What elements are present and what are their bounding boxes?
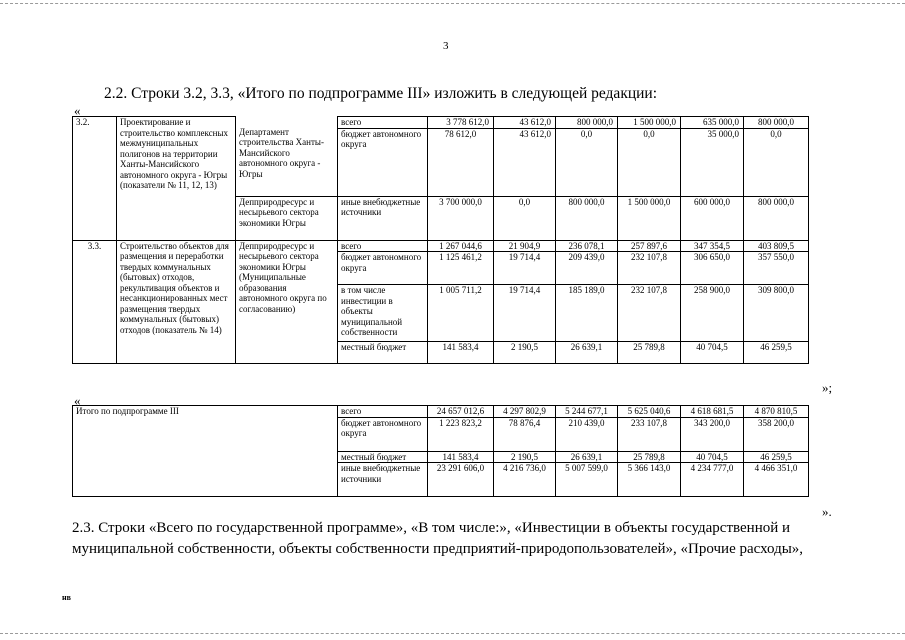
- value-cell: 403 809,5: [744, 240, 809, 252]
- value-cell: 0,0: [744, 128, 809, 196]
- table-row: [73, 406, 809, 418]
- value-cell: 185 189,0: [556, 285, 618, 342]
- value-cell: 23 291 606,0: [428, 463, 494, 497]
- source-cell: всего: [338, 240, 428, 252]
- closing-quote-1: »;: [822, 380, 833, 395]
- value-cell: 3 778 612,0: [428, 117, 494, 129]
- page-number: 3: [443, 40, 449, 52]
- value-cell: 26 639,1: [556, 451, 618, 463]
- value-cell: 1 223 823,2: [428, 417, 494, 451]
- source-cell: иные внебюджетные источники: [338, 196, 428, 240]
- value-cell: 21 904,9: [494, 240, 556, 252]
- source-cell: всего: [338, 406, 428, 418]
- value-cell: 78 876,4: [494, 417, 556, 451]
- value-cell: 4 870 810,5: [744, 406, 809, 418]
- value-cell: 26 639,1: [556, 342, 618, 364]
- source-cell: местный бюджет: [338, 342, 428, 364]
- value-cell: 4 297 802,9: [494, 406, 556, 418]
- section-heading: 2.2. Строки 3.2, 3.3, «Итого по подпрограмме III» изложить в следующей редакции:: [104, 85, 658, 102]
- value-cell: 232 107,8: [618, 285, 681, 342]
- value-cell: 0,0: [494, 196, 556, 240]
- value-cell: 43 612,0: [494, 128, 556, 196]
- value-cell: 233 107,8: [618, 417, 681, 451]
- value-cell: 46 259,5: [744, 342, 809, 364]
- program-table: [72, 116, 809, 364]
- value-cell: 4 234 777,0: [681, 463, 744, 497]
- value-cell: 800 000,0: [744, 117, 809, 129]
- row-name: Строительство объектов для размещения и переработки твердых коммунальных (бытовых) отходов, рекультивация объектов и несанкционированных мест размещения твердых коммунальных (бытовых) отходов (показатель № 14): [117, 240, 236, 364]
- value-cell: 25 789,8: [618, 451, 681, 463]
- value-cell: 1 267 044,6: [428, 240, 494, 252]
- value-cell: 209 439,0: [556, 252, 618, 285]
- value-cell: 4 618 681,5: [681, 406, 744, 418]
- value-cell: 24 657 012,6: [428, 406, 494, 418]
- value-cell: 347 354,5: [681, 240, 744, 252]
- footer-mark: нв: [62, 593, 71, 602]
- value-cell: 800 000,0: [744, 196, 809, 240]
- value-cell: 3 700 000,0: [428, 196, 494, 240]
- opening-quote-1: «: [74, 103, 81, 118]
- source-cell: в том числе инвестиции в объекты муниципальной собственности: [338, 285, 428, 342]
- executor-cell: Департамент строительства Ханты-Мансийского автономного округа - Югры: [236, 117, 338, 197]
- row-name: Проектирование и строительство комплексных межмуниципальных полигонов на территории Ханты-Мансийского автономного округа - Югры (показатели № 11, 12, 13): [117, 117, 236, 241]
- value-cell: 141 583,4: [428, 451, 494, 463]
- total-table: [72, 405, 809, 497]
- paragraph-line-1: 2.3. Строки «Всего по государственной программе», «В том числе:», «Инвестиции в объекты государственной и: [72, 520, 791, 536]
- source-cell: бюджет автономного округа: [338, 252, 428, 285]
- source-cell: иные внебюджетные источники: [338, 463, 428, 497]
- closing-quote-2: ».: [822, 504, 832, 519]
- source-cell: всего: [338, 117, 428, 129]
- value-cell: 800 000,0: [556, 196, 618, 240]
- row-number: 3.2.: [73, 117, 117, 241]
- source-cell: бюджет автономного округа: [338, 417, 428, 451]
- value-cell: 257 897,6: [618, 240, 681, 252]
- value-cell: 309 800,0: [744, 285, 809, 342]
- value-cell: 0,0: [556, 128, 618, 196]
- table-row: [73, 117, 809, 129]
- value-cell: 35 000,0: [681, 128, 744, 196]
- table-row: [73, 240, 809, 252]
- value-cell: 78 612,0: [428, 128, 494, 196]
- value-cell: 25 789,8: [618, 342, 681, 364]
- executor-cell: Депприродресурс и несырьевого сектора экономики Югры (Муниципальные образования автономного округа по согласованию): [236, 240, 338, 364]
- value-cell: 1 005 711,2: [428, 285, 494, 342]
- value-cell: 141 583,4: [428, 342, 494, 364]
- value-cell: 343 200,0: [681, 417, 744, 451]
- value-cell: 1 500 000,0: [618, 196, 681, 240]
- value-cell: 2 190,5: [494, 451, 556, 463]
- value-cell: 357 550,0: [744, 252, 809, 285]
- value-cell: 0,0: [618, 128, 681, 196]
- value-cell: 236 078,1: [556, 240, 618, 252]
- value-cell: 43 612,0: [494, 117, 556, 129]
- value-cell: 19 714,4: [494, 285, 556, 342]
- value-cell: 258 900,0: [681, 285, 744, 342]
- value-cell: 4 216 736,0: [494, 463, 556, 497]
- value-cell: 800 000,0: [556, 117, 618, 129]
- value-cell: 635 000,0: [681, 117, 744, 129]
- value-cell: 5 366 143,0: [618, 463, 681, 497]
- value-cell: 46 259,5: [744, 451, 809, 463]
- value-cell: 19 714,4: [494, 252, 556, 285]
- scan-edge-top: [0, 3, 905, 4]
- value-cell: 5 625 040,6: [618, 406, 681, 418]
- value-cell: 4 466 351,0: [744, 463, 809, 497]
- executor-cell: Депприродресурс и несырьевого сектора экономики Югры: [236, 196, 338, 240]
- opening-quote-2: «: [74, 393, 81, 408]
- value-cell: 1 500 000,0: [618, 117, 681, 129]
- value-cell: 210 439,0: [556, 417, 618, 451]
- value-cell: 5 007 599,0: [556, 463, 618, 497]
- source-cell: местный бюджет: [338, 451, 428, 463]
- value-cell: 600 000,0: [681, 196, 744, 240]
- paragraph-line-2: муниципальной собственности, объекты собственности предприятий-природопользователей», «Прочие расходы»,: [72, 541, 804, 557]
- scan-edge-bottom: [0, 633, 905, 634]
- value-cell: 358 200,0: [744, 417, 809, 451]
- value-cell: 306 650,0: [681, 252, 744, 285]
- source-cell: бюджет автономного округа: [338, 128, 428, 196]
- total-title: Итого по подпрограмме III: [73, 406, 338, 497]
- value-cell: 40 704,5: [681, 451, 744, 463]
- value-cell: 232 107,8: [618, 252, 681, 285]
- value-cell: 1 125 461,2: [428, 252, 494, 285]
- value-cell: 40 704,5: [681, 342, 744, 364]
- value-cell: 5 244 677,1: [556, 406, 618, 418]
- value-cell: 2 190,5: [494, 342, 556, 364]
- row-number: 3.3.: [73, 240, 117, 364]
